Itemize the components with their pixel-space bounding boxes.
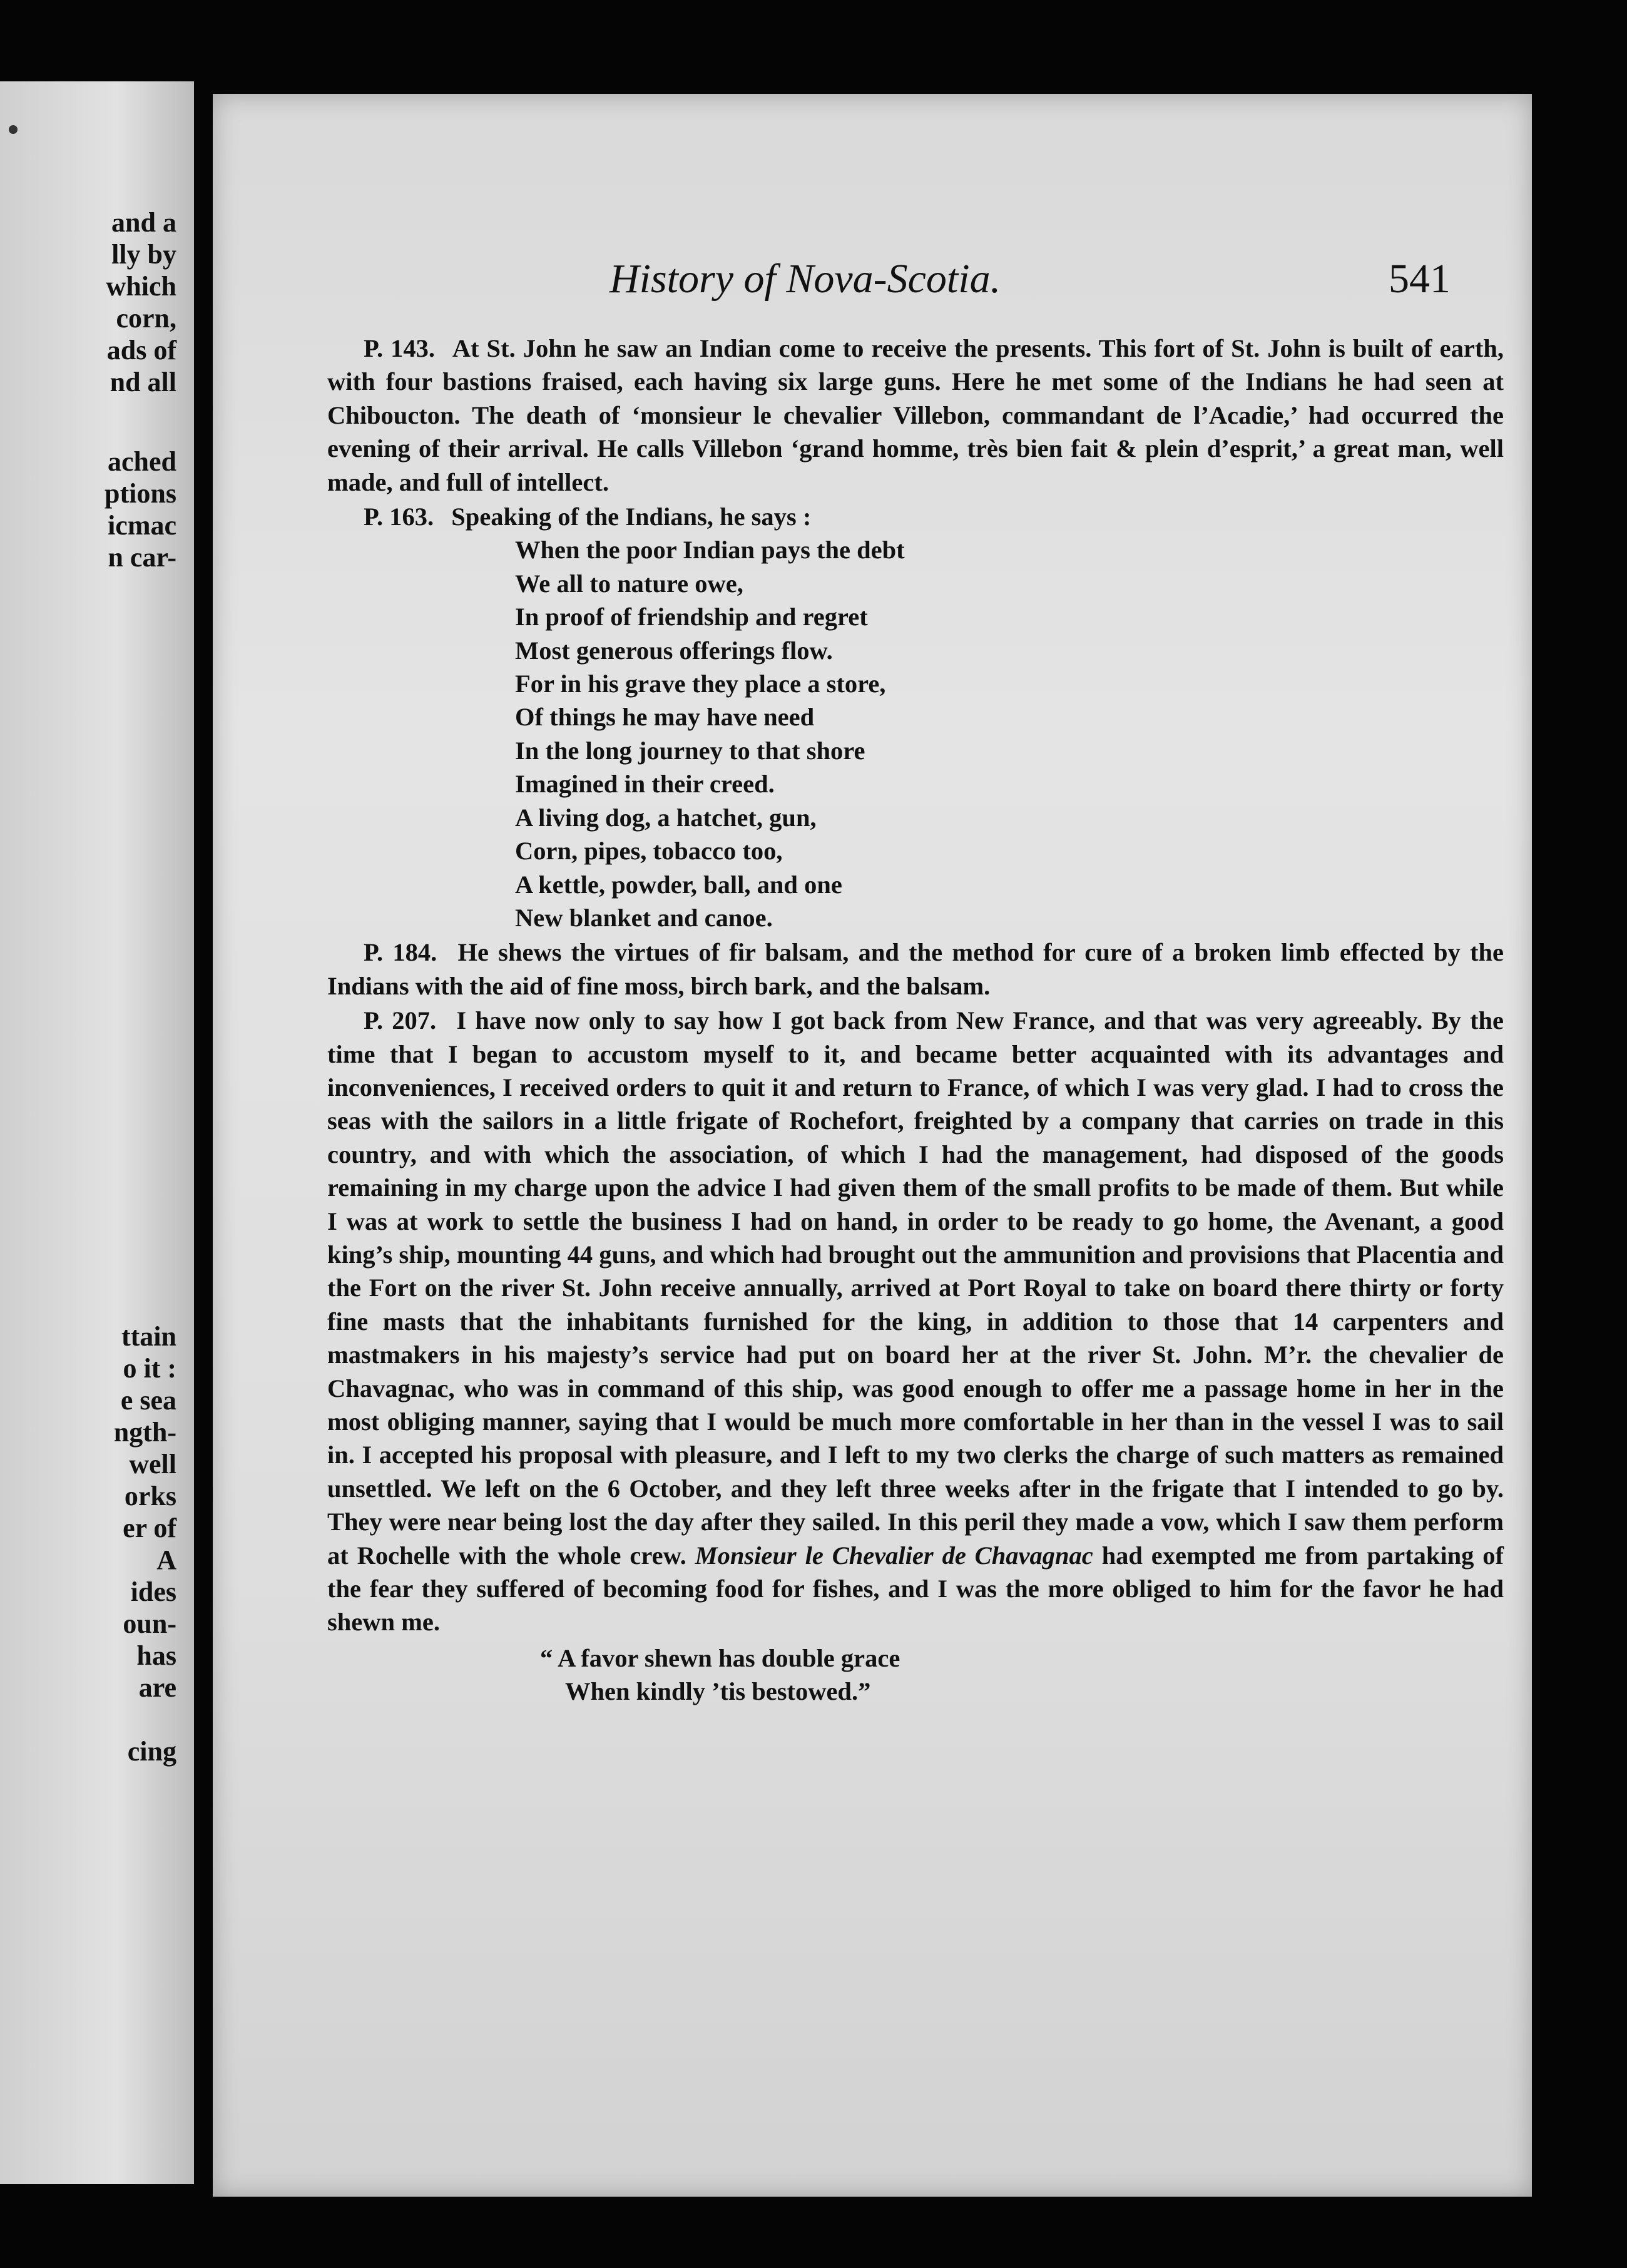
verse-line: We all to nature owe, <box>515 569 743 598</box>
verse-line: Imagined in their creed. <box>515 770 775 799</box>
page-reference: P. 143. <box>364 334 436 362</box>
verse-line: In the long journey to that shore <box>515 736 865 765</box>
quote-line: “ A favor shewn has double grace <box>540 1643 900 1672</box>
previous-page-line-fragment: ttain <box>121 1321 176 1352</box>
verse-line: Corn, pipes, tobacco too, <box>515 837 783 866</box>
previous-page-line-fragment: ngth- <box>113 1417 176 1448</box>
page-reference: P. 207. <box>364 1006 437 1035</box>
closing-quote <box>540 1642 1504 1709</box>
verse-line: Most generous offerings flow. <box>515 636 833 665</box>
verse-line: For in his grave they place a store, <box>515 670 886 698</box>
previous-page-line-fragment: A <box>156 1545 176 1575</box>
paragraph-text-continued: had exempted me from partaking of the fear they suffered of becoming food for fishes, and I was the more obliged to him for the favor he had shewn me. <box>327 1541 1504 1637</box>
previous-page-line-fragment: oun- <box>123 1608 176 1639</box>
verse-line: A kettle, powder, ball, and one <box>515 870 842 899</box>
page-reference: P. 184. <box>364 938 437 967</box>
previous-page-line-fragment: has <box>136 1640 176 1671</box>
paragraph-text: At St. John he saw an Indian come to receive the presents. This fort of St. John is built of earth, with four bastions fraised, each having six large guns. Here he met some of the Indians he had seen at Chiboucton. The death of ‘monsieur le chevalier Villebon, commandant de l’Acadie,’ had occurred the evening of their arrival. He calls Villebon ‘grand homme, très bien fait & plein d’esprit,’ a great man, well made, and full of intellect. <box>327 334 1504 496</box>
previous-page-line-fragment: cing <box>127 1736 176 1767</box>
running-title: History of Nova-Scotia. <box>609 256 1001 302</box>
previous-page-line-fragment: e sea <box>120 1385 176 1416</box>
page-reference: P. 163. <box>364 503 434 531</box>
paragraph-p207 <box>327 1004 1504 1639</box>
paragraph-text: Speaking of the Indians, he says : <box>451 503 812 531</box>
verse-block <box>515 533 1504 934</box>
verse-line: In proof of friendship and regret <box>515 603 868 631</box>
previous-page-line-fragment: o it : <box>123 1353 176 1384</box>
ink-dot <box>9 125 18 134</box>
quote-line: When kindly ’tis bestowed.” <box>565 1677 871 1706</box>
previous-page-line-fragment: ides <box>130 1576 176 1607</box>
previous-page-line-fragment: icmac <box>108 510 176 541</box>
previous-page-line-fragment: nd all <box>110 367 176 397</box>
previous-page-line-fragment: lly by <box>111 239 176 270</box>
previous-page-line-fragment: ptions <box>105 478 176 509</box>
previous-page-line-fragment: orks <box>124 1481 176 1511</box>
running-header <box>213 255 1532 324</box>
paragraph-p163 <box>327 500 1504 533</box>
paragraph-p143 <box>327 332 1504 499</box>
previous-page-line-fragment: well <box>129 1449 176 1479</box>
italic-name: Monsieur le Chevalier de Chavagnac <box>695 1541 1093 1570</box>
previous-page-line-fragment: ads of <box>106 335 176 365</box>
previous-page-line-fragment: and a <box>111 207 176 238</box>
paragraph-p184 <box>327 936 1504 1003</box>
paragraph-text: He shews the virtues of fir balsam, and the method for cure of a broken limb effected by the Indians with the aid of fine moss, birch bark, and the balsam. <box>327 938 1504 1000</box>
previous-page-line-fragment: corn, <box>116 303 176 334</box>
page-body <box>327 332 1504 1709</box>
previous-page-edge <box>0 81 194 2184</box>
paragraph-text: I have now only to say how I got back from New France, and that was very agreeably. By the time that I began to accustom myself to it, and became better acquainted with its advantages and inconveniences, I received orders to quit it and return to France, of which I was very glad. I had to cross the seas with the sailors in a little frigate of Rochefort, freighted by a company that carries on trade in this country, and with which the association, of which I had the management, had disposed of the goods remaining in my charge upon the advice I had given them of the small profits to be made of them. But while I was at work to settle the business I had on hand, in order to be ready to go home, the Avenant, a good king’s ship, mounting 44 guns, and which had brought out the ammunition and provisions that Placentia and the Fort on the river St. John receive annually, arrived at Port Royal to take on board there thirty or forty fine masts that the inhabitants furnished for the king, in addition to those that 14 carpenters and mastmakers in his majesty’s service had put on board her at the river St. John. M’r. the chevalier de Chavagnac, who was in command of this ship, was good enough to offer me a passage home in her in the most obliging manner, saying that I would be much more comfortable in her than in the vessel I was to sail in. I accepted his proposal with pleasure, and I left to my two clerks the charge of such matters as remained unsettled. We left on the 6 October, and they left three weeks after in the frigate that I intended to go by. They were near being lost the day after they sailed. In this peril they made a vow, which I saw them perform at Rochelle with the whole crew. <box>327 1006 1504 1570</box>
previous-page-line-fragment: which <box>106 271 176 302</box>
page-number: 541 <box>1389 256 1451 302</box>
verse-line: When the poor Indian pays the debt <box>515 536 905 564</box>
verse-line: New blanket and canoe. <box>515 903 773 932</box>
verse-line: Of things he may have need <box>515 703 815 732</box>
previous-page-line-fragment: are <box>138 1672 176 1703</box>
previous-page-line-fragment: er of <box>123 1513 176 1543</box>
book-page <box>213 94 1532 2197</box>
previous-page-line-fragment: n car- <box>108 542 176 573</box>
verse-line: A living dog, a hatchet, gun, <box>515 803 817 832</box>
previous-page-line-fragment: ached <box>108 446 176 477</box>
